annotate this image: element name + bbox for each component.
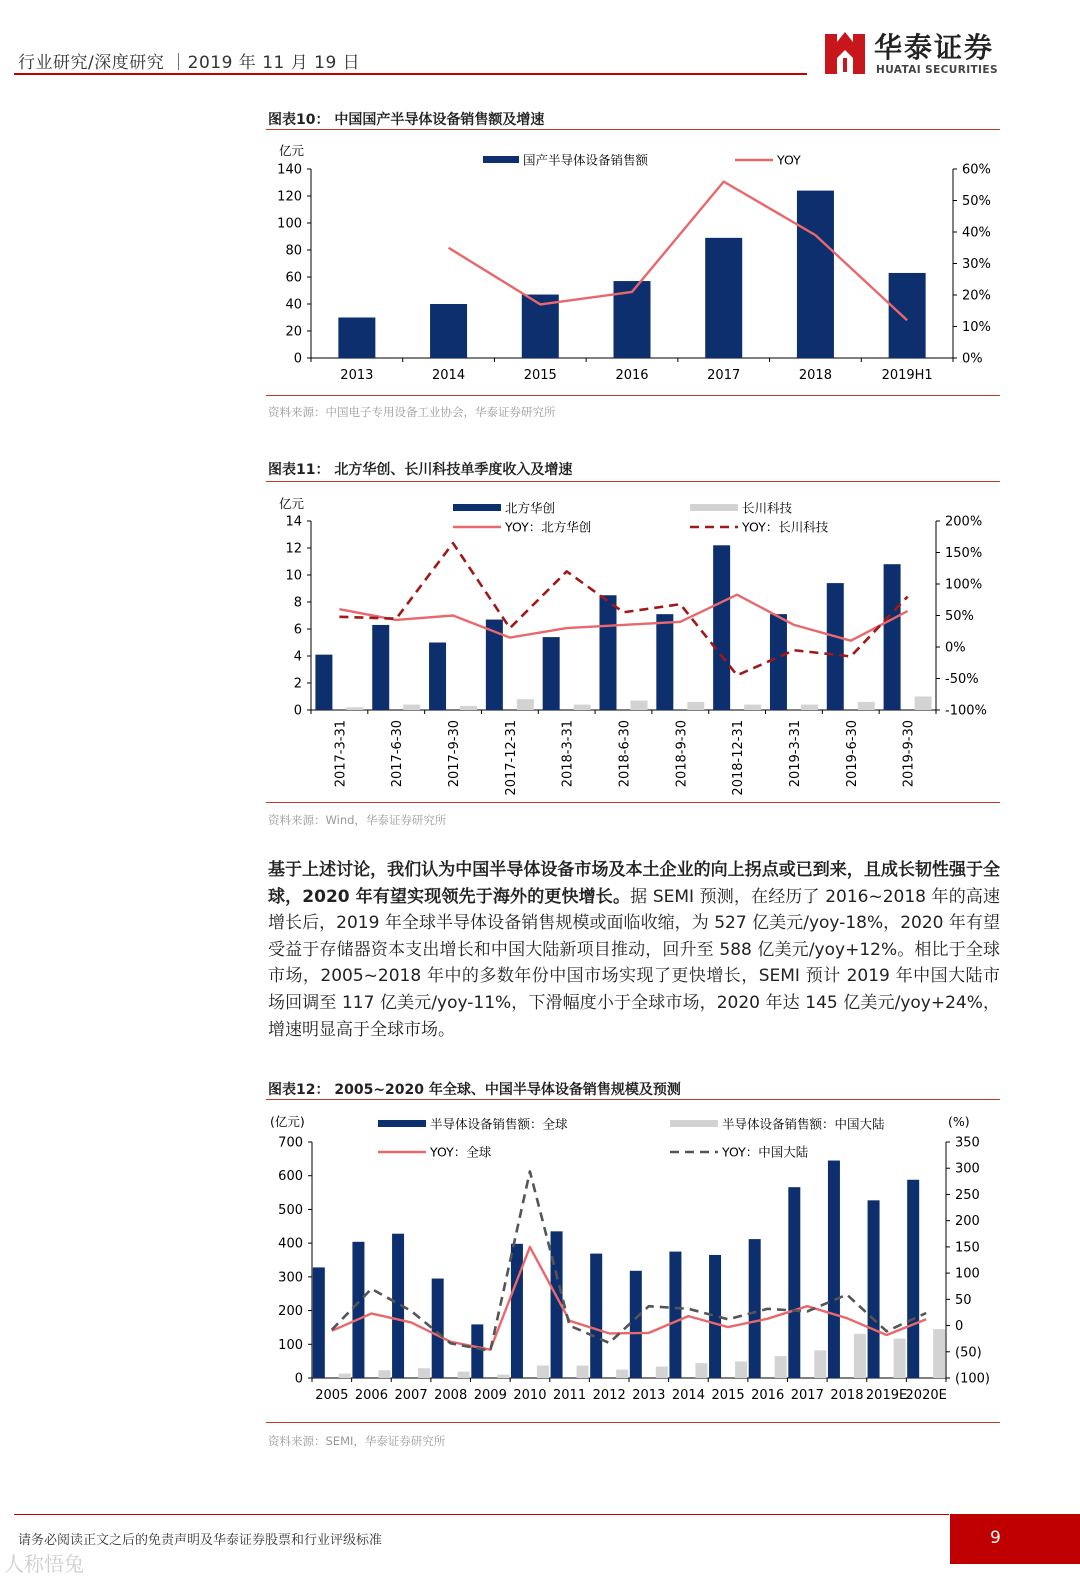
- chart2-bar-primary: [372, 625, 389, 710]
- chart2-y2-tick-label: -50%: [945, 672, 979, 687]
- page-number-tab: [950, 1514, 1080, 1564]
- chart1-bar-primary: [797, 191, 834, 358]
- chart3-x-tick-label: 2012: [592, 1388, 626, 1403]
- chart2-legend-label: YOY：北方华创: [505, 519, 592, 535]
- chart2-legend-label: YOY：长川科技: [742, 519, 829, 535]
- chart2-bar-secondary: [346, 707, 363, 710]
- chart1-y-unit-label: 亿元: [279, 143, 305, 158]
- chart3-y-tick-label: 500: [278, 1202, 303, 1218]
- chart2-x-tick-label: 2018-12-31: [731, 720, 747, 796]
- chart3-x-tick-label: 2017: [790, 1388, 824, 1403]
- chart3-y2-tick-label: (100): [955, 1371, 990, 1387]
- chart3-y2-tick-label: 100: [955, 1266, 980, 1282]
- chart1-y2-tick-label: 10%: [962, 320, 991, 335]
- chart2-x-tick-label: 2017-9-30: [447, 720, 463, 788]
- chart3-y-tick-label: 700: [278, 1135, 303, 1151]
- chart1-y-tick-label: 80: [285, 243, 302, 259]
- chart1-bar-primary: [889, 273, 926, 358]
- chart3-x-tick-label: 2009: [473, 1388, 507, 1403]
- chart2-bar-primary: [315, 655, 332, 710]
- page-number: 9: [990, 1528, 1001, 1548]
- chart3-legend-label: YOY：全球: [430, 1144, 492, 1160]
- logo-english-name: HUATAI SECURITIES: [876, 64, 998, 76]
- chart2-y-tick-label: 0: [293, 703, 302, 719]
- chart3-y2-tick-label: 150: [955, 1240, 980, 1256]
- chart2-x-tick-label: 2017-3-31: [333, 720, 349, 788]
- chart3-legend-label: YOY：中国大陆: [722, 1144, 809, 1160]
- chart2-y-tick-label: 2: [293, 676, 302, 692]
- chart1-legend-swatch: [483, 156, 519, 163]
- chart1-y-tick-label: 40: [285, 297, 302, 313]
- chart2-legend-swatch: [690, 504, 738, 511]
- analysis-paragraph: [268, 857, 1000, 1043]
- chart3-y2-tick-label: 200: [955, 1214, 980, 1230]
- chart3-y-tick-label: 0: [294, 1371, 303, 1387]
- chart3-x-tick-label: 2015: [711, 1388, 745, 1403]
- footer-disclaimer: 请务必阅读正文之后的免责声明及华泰证券股票和行业评级标准: [18, 1533, 383, 1548]
- chart3-y-tick-label: 300: [278, 1270, 303, 1286]
- chart1-x-tick-label: 2017: [707, 368, 741, 383]
- chart3-bar-secondary: [656, 1367, 668, 1378]
- chart3-bar-secondary: [814, 1350, 826, 1378]
- chart2-bottom-rule: [266, 802, 1000, 803]
- chart3-bar-secondary: [894, 1339, 906, 1378]
- chart3-y-unit-label: (亿元): [270, 1114, 305, 1129]
- chart3-y2-tick-label: 350: [955, 1135, 980, 1151]
- chart2-bar-primary: [770, 614, 787, 710]
- chart2-bar-secondary: [858, 702, 875, 710]
- chart3-bar-secondary: [497, 1375, 509, 1378]
- chart1-y2-tick-label: 20%: [962, 288, 991, 304]
- chart2-y-unit-label: 亿元: [279, 496, 305, 511]
- chart3-bar-secondary: [616, 1370, 628, 1378]
- chart3-bar-primary: [868, 1200, 880, 1378]
- chart3-y2-tick-label: 50: [955, 1292, 972, 1308]
- chart2-bar-primary: [656, 614, 673, 710]
- chart3-x-tick-label: 2018: [830, 1388, 864, 1403]
- huatai-logo-icon: [823, 28, 867, 76]
- chart3-bar-primary: [630, 1271, 642, 1378]
- chart2-y-tick-label: 14: [285, 514, 302, 530]
- chart3-y-tick-label: 200: [278, 1304, 303, 1320]
- chart3-bar-secondary: [854, 1334, 866, 1378]
- chart3-y2-tick-label: 250: [955, 1187, 980, 1203]
- chart3-bar-secondary: [775, 1356, 787, 1378]
- chart3-bottom-rule: [266, 1422, 1000, 1423]
- chart3-bar-primary: [352, 1242, 364, 1378]
- chart2-x-tick-label: 2017-12-31: [503, 720, 519, 796]
- chart1-x-tick-label: 2014: [432, 368, 466, 383]
- chart1-legend-label: YOY: [777, 152, 801, 168]
- chart2-x-tick-label: 2019-3-31: [787, 720, 803, 788]
- chart3-bar-secondary: [933, 1329, 945, 1378]
- chart2-y-tick-label: 4: [293, 649, 302, 665]
- chart2-title: 图表11： 北方华创、长川科技单季度收入及增速: [268, 462, 573, 478]
- chart1-bottom-rule: [266, 395, 1000, 396]
- chart1-legend-label: 国产半导体设备销售额: [523, 152, 649, 168]
- chart2-bar-primary: [884, 564, 901, 710]
- chart1-y2-tick-label: 50%: [962, 194, 991, 209]
- chart2-y2-tick-label: 100%: [945, 577, 983, 593]
- footer-divider: [14, 1514, 949, 1515]
- chart2-bar-primary: [600, 595, 617, 710]
- chart3-bar-primary: [788, 1187, 800, 1378]
- chart2-bar-secondary: [915, 697, 932, 711]
- chart2-bar-secondary: [574, 705, 591, 710]
- chart2-x-tick-label: 2018-6-30: [617, 720, 633, 788]
- chart3-bar-secondary: [695, 1363, 707, 1378]
- chart3-y-tick-label: 400: [278, 1236, 303, 1252]
- chart3-bar-secondary: [378, 1370, 390, 1378]
- chart1-x-tick-label: 2015: [523, 368, 557, 383]
- chart3-y2-tick-label: (50): [955, 1345, 982, 1361]
- logo-chinese-name: 华泰证券: [874, 31, 995, 64]
- chart3-x-tick-label: 2016: [751, 1388, 785, 1403]
- chart1-y-tick-label: 60: [285, 270, 302, 286]
- chart2-bar-primary: [827, 583, 844, 710]
- chart3-bar-secondary: [735, 1361, 747, 1378]
- chart2-bar-secondary: [403, 705, 420, 710]
- chart3-bar-secondary: [458, 1372, 470, 1378]
- chart2-bar-secondary: [460, 706, 477, 710]
- chart2-y2-tick-label: 150%: [945, 546, 983, 561]
- chart1-y2-tick-label: 30%: [962, 257, 991, 272]
- chart3-y-tick-label: 100: [278, 1337, 303, 1353]
- chart2-y-tick-label: 12: [285, 541, 302, 557]
- watermark: 人称悟兔: [4, 1552, 84, 1576]
- chart2-bar-primary: [429, 643, 446, 711]
- chart1-x-tick-label: 2016: [615, 368, 649, 383]
- chart2-x-tick-label: 2018-3-31: [560, 720, 576, 788]
- chart2-bar-secondary: [801, 705, 818, 710]
- chart2-yoy-line-b: [339, 543, 907, 675]
- chart3-x-tick-label: 2008: [434, 1388, 468, 1403]
- chart3-x-tick-label: 2010: [513, 1388, 547, 1403]
- chart2-x-tick-label: 2018-9-30: [674, 720, 690, 788]
- chart3-x-tick-label: 2007: [394, 1388, 428, 1403]
- chart3-x-tick-label: 2013: [632, 1388, 666, 1403]
- chart3-bar-primary: [907, 1180, 919, 1378]
- chart2-y2-tick-label: 50%: [945, 609, 974, 624]
- paragraph-bold-lead: 基于上述讨论，我们认为中国半导体设备市场及本土企业的向上拐点或已到来，且成长韧性强于全球，2020 年有望实现领先于海外的更快增长。: [268, 860, 1000, 907]
- chart3-bar-primary: [432, 1279, 444, 1378]
- chart1-x-tick-label: 2019H1: [881, 368, 933, 383]
- chart3-x-tick-label: 2019E: [865, 1388, 908, 1403]
- chart3-bar-primary: [828, 1161, 840, 1378]
- chart3-bar-secondary: [537, 1366, 549, 1378]
- chart3-x-tick-label: 2014: [671, 1388, 705, 1403]
- chart3-bar-secondary: [577, 1366, 589, 1378]
- chart1-y2-tick-label: 60%: [962, 162, 991, 178]
- chart2-bar-primary: [543, 637, 560, 710]
- chart1-x-tick-label: 2018: [798, 368, 832, 383]
- chart1-y-tick-label: 100: [277, 216, 302, 232]
- chart2-legend-label: 北方华创: [505, 500, 556, 516]
- chart3-title: 图表12： 2005~2020 年全球、中国半导体设备销售规模及预测: [268, 1082, 681, 1098]
- header-divider: [14, 73, 807, 75]
- chart3-y2-unit-label: (%): [948, 1114, 970, 1129]
- chart2-bar-secondary: [687, 702, 704, 710]
- chart2-y-tick-label: 10: [285, 568, 302, 584]
- chart1-figure: [266, 130, 1000, 395]
- chart2-y2-tick-label: 200%: [945, 514, 983, 530]
- chart2-x-tick-label: 2017-6-30: [390, 720, 406, 788]
- chart2-bar-primary: [713, 545, 730, 710]
- chart3-legend-label: 半导体设备销售额：全球: [430, 1116, 568, 1132]
- chart1-title: 图表10： 中国国产半导体设备销售额及增速: [268, 112, 545, 128]
- chart3-x-tick-label: 2005: [315, 1388, 349, 1403]
- chart1-y-tick-label: 120: [277, 189, 302, 205]
- chart3-y-tick-label: 600: [278, 1169, 303, 1185]
- chart3-bar-primary: [471, 1324, 483, 1378]
- chart1-y2-tick-label: 0%: [962, 351, 983, 367]
- chart3-source: 资料来源：SEMI，华泰证券研究所: [268, 1434, 446, 1448]
- chart3-y2-tick-label: 300: [955, 1161, 980, 1177]
- chart2-x-tick-label: 2019-9-30: [901, 720, 917, 788]
- chart1-y-tick-label: 20: [285, 324, 302, 340]
- chart2-yoy-line-a: [339, 595, 907, 641]
- chart1-yoy-line-a: [449, 182, 907, 321]
- chart1-y-tick-label: 140: [277, 162, 302, 178]
- chart3-x-tick-label: 2006: [354, 1388, 388, 1403]
- chart3-bar-primary: [669, 1252, 681, 1378]
- chart3-bar-primary: [590, 1254, 602, 1378]
- report-header-text: 行业研究/深度研究 ｜2019 年 11 月 19 日: [18, 53, 361, 73]
- chart2-bar-secondary: [744, 705, 761, 710]
- chart3-x-tick-label: 2011: [553, 1388, 587, 1403]
- paragraph-body: 据 SEMI 预测，在经历了 2016~2018 年的高速增长后，2019 年全球半导体设备销售规模或面临收缩，为 527 亿美元/yoy-18%，2020 年有望受益于存储器资本支出增长和中国大陆新项目推动，回升至 588 亿美元/yoy+12%。相比于全球市场，2005~2018 年中的多数年份中国市场实现了更快增长，SEMI 预计 2019 年中国大陆市场回调至 117 亿美元/yoy-11%，下滑幅度小于全球市场，2020 年达 145 亿美元/yoy+24%，增速明显高于全球市场。: [268, 886, 1000, 1040]
- chart3-bar-primary: [313, 1267, 325, 1378]
- chart3-x-tick-label: 2020E: [905, 1388, 947, 1403]
- chart2-y-tick-label: 8: [293, 595, 302, 611]
- chart3-legend-swatch: [378, 1120, 426, 1127]
- chart3-y2-tick-label: 0: [955, 1319, 964, 1335]
- chart1-bar-primary: [338, 318, 375, 359]
- chart1-bar-primary: [705, 238, 742, 358]
- chart3-bar-secondary: [339, 1374, 351, 1378]
- chart3-bar-primary: [511, 1244, 523, 1378]
- chart2-source: 资料来源：Wind，华泰证券研究所: [268, 813, 447, 827]
- chart2-legend-label: 长川科技: [742, 500, 793, 516]
- chart3-bar-secondary: [418, 1368, 430, 1378]
- chart2-y2-tick-label: -100%: [945, 703, 987, 719]
- chart2-legend-swatch: [453, 504, 501, 511]
- chart2-y-tick-label: 6: [293, 622, 302, 638]
- chart3-legend-label: 半导体设备销售额：中国大陆: [722, 1116, 885, 1132]
- chart3-bar-primary: [749, 1239, 761, 1378]
- chart1-y2-tick-label: 40%: [962, 225, 991, 241]
- chart3-legend-swatch: [670, 1120, 718, 1127]
- chart2-figure: [266, 482, 1000, 802]
- chart3-figure: [266, 1100, 1000, 1422]
- chart2-bar-secondary: [517, 699, 534, 710]
- chart2-y2-tick-label: 0%: [945, 640, 966, 656]
- chart1-x-tick-label: 2013: [340, 368, 374, 383]
- chart2-x-tick-label: 2019-6-30: [844, 720, 860, 788]
- chart1-bar-primary: [430, 304, 467, 358]
- chart1-source: 资料来源：中国电子专用设备工业协会，华泰证券研究所: [268, 405, 556, 419]
- chart1-y-tick-label: 0: [293, 351, 302, 367]
- chart2-bar-secondary: [631, 701, 648, 710]
